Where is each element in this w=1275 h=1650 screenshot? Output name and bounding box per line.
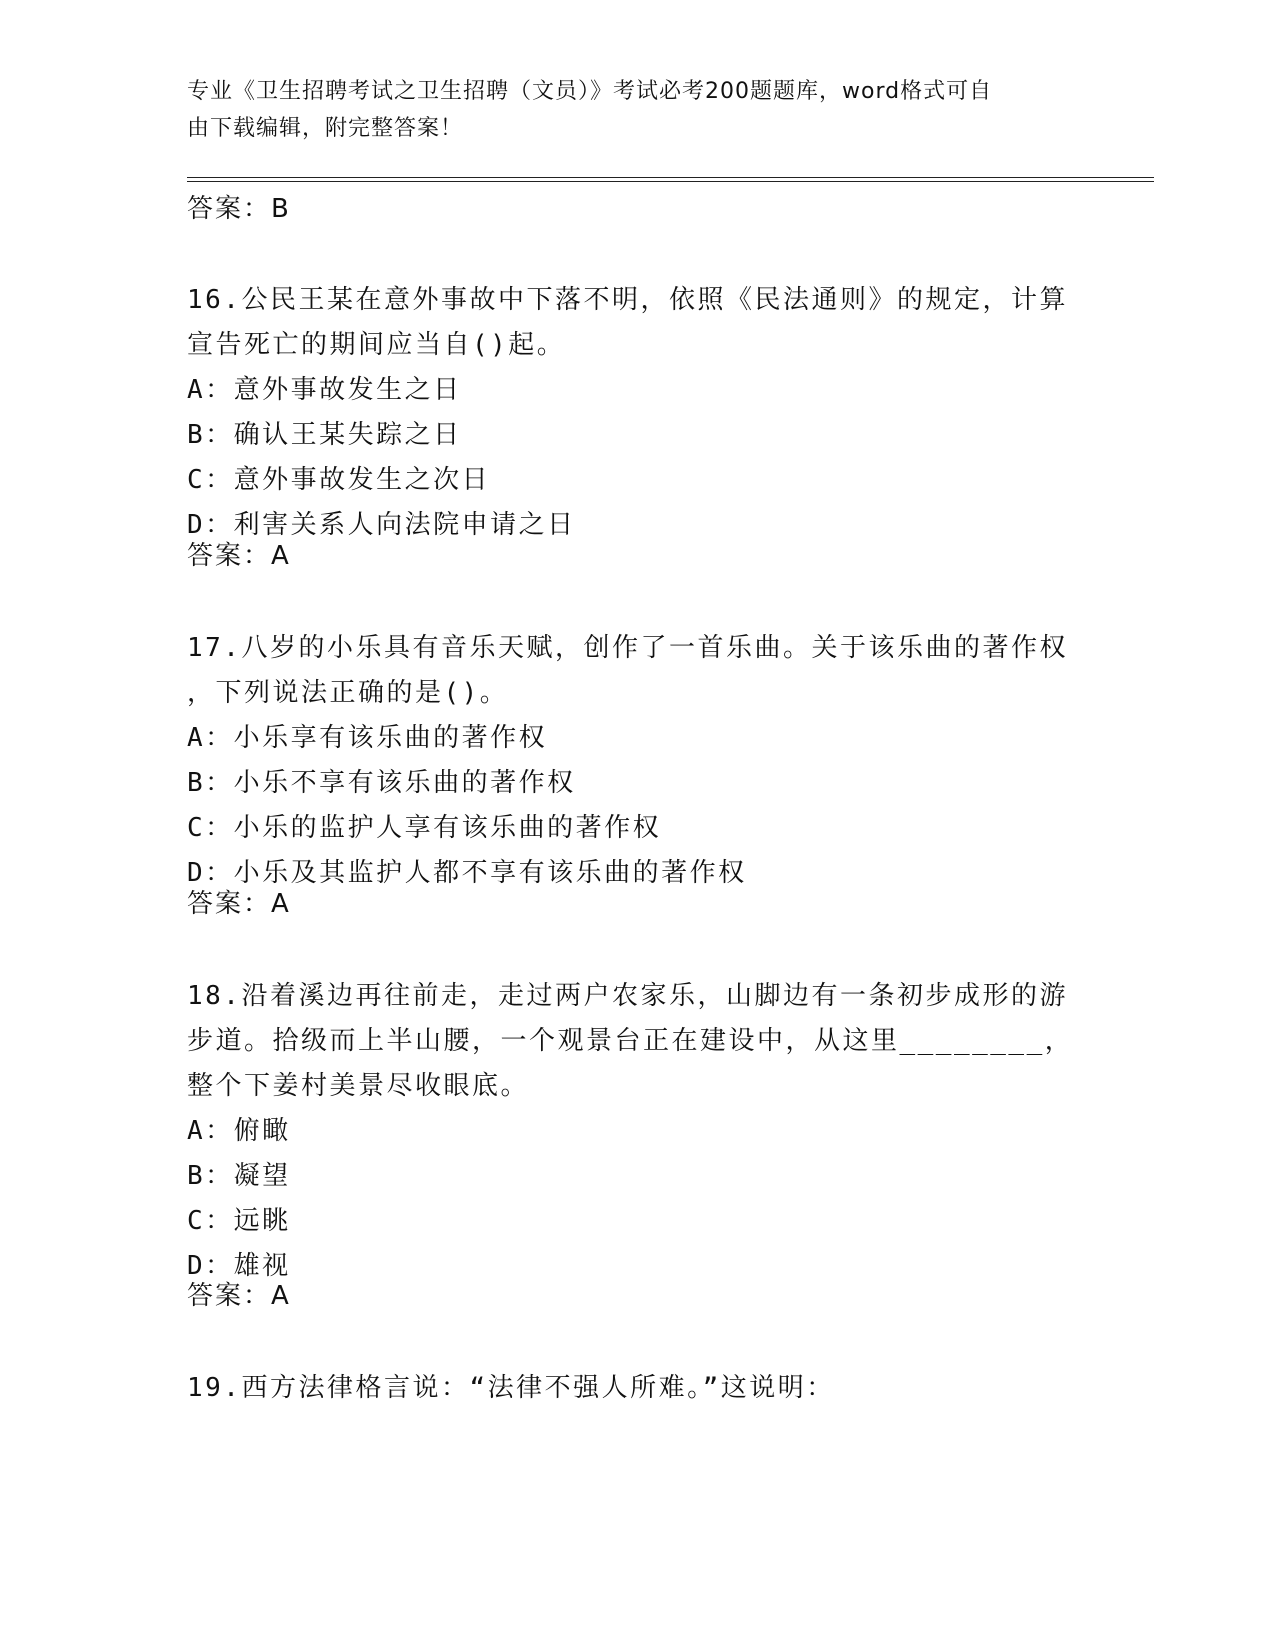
- question-stem-line: 17.八岁的小乐具有音乐天赋，创作了一首乐曲。关于该乐曲的著作权: [187, 633, 1068, 663]
- document-header: [187, 73, 1067, 147]
- option-c: C：远眺: [187, 1206, 291, 1236]
- question-stem-line: 整个下姜村美景尽收眼底。: [187, 1071, 530, 1101]
- option-b: B：凝望: [187, 1161, 291, 1191]
- header-line-1: 专业《卫生招聘考试之卫生招聘（文员）》考试必考200题题库，word格式可自: [187, 79, 993, 104]
- question-stem-line: 宣告死亡的期间应当自()起。: [187, 330, 566, 360]
- answer-label: 答案：A: [187, 541, 291, 571]
- question-stem-line: 18.沿着溪边再往前走，走过两户农家乐，山脚边有一条初步成形的游: [187, 981, 1068, 1011]
- header-rule-top: [187, 177, 1154, 178]
- option-a: A：意外事故发生之日: [187, 375, 462, 405]
- option-b: B：确认王某失踪之日: [187, 420, 462, 450]
- question-stem-line: ，下列说法正确的是()。: [187, 678, 509, 708]
- question-stem-line: 步道。拾级而上半山腰，一个观景台正在建设中，从这里________，: [187, 1026, 1074, 1056]
- question-stem-line: 16.公民王某在意外事故中下落不明，依照《民法通则》的规定，计算: [187, 285, 1068, 315]
- answer-label: 答案：A: [187, 1281, 291, 1311]
- question-17: [187, 626, 1087, 896]
- option-d: D：雄视: [187, 1251, 291, 1281]
- header-line-2: 由下载编辑，附完整答案！: [187, 116, 464, 141]
- option-b: B：小乐不享有该乐曲的著作权: [187, 768, 576, 798]
- header-rule-bottom: [187, 181, 1154, 182]
- question-16: [187, 278, 1087, 548]
- answer-label: 答案：A: [187, 889, 291, 919]
- option-a: A：俯瞰: [187, 1116, 291, 1146]
- question-18: [187, 974, 1087, 1289]
- question-stem-line: 19.西方法律格言说：“法律不强人所难。”这说明：: [187, 1373, 835, 1403]
- question-19: [187, 1366, 1087, 1411]
- option-d: D：利害关系人向法院申请之日: [187, 510, 576, 540]
- option-a: A：小乐享有该乐曲的著作权: [187, 723, 548, 753]
- option-c: C：小乐的监护人享有该乐曲的著作权: [187, 813, 662, 843]
- answer-label: 答案：B: [187, 194, 291, 224]
- option-c: C：意外事故发生之次日: [187, 465, 491, 495]
- option-d: D：小乐及其监护人都不享有该乐曲的著作权: [187, 858, 747, 888]
